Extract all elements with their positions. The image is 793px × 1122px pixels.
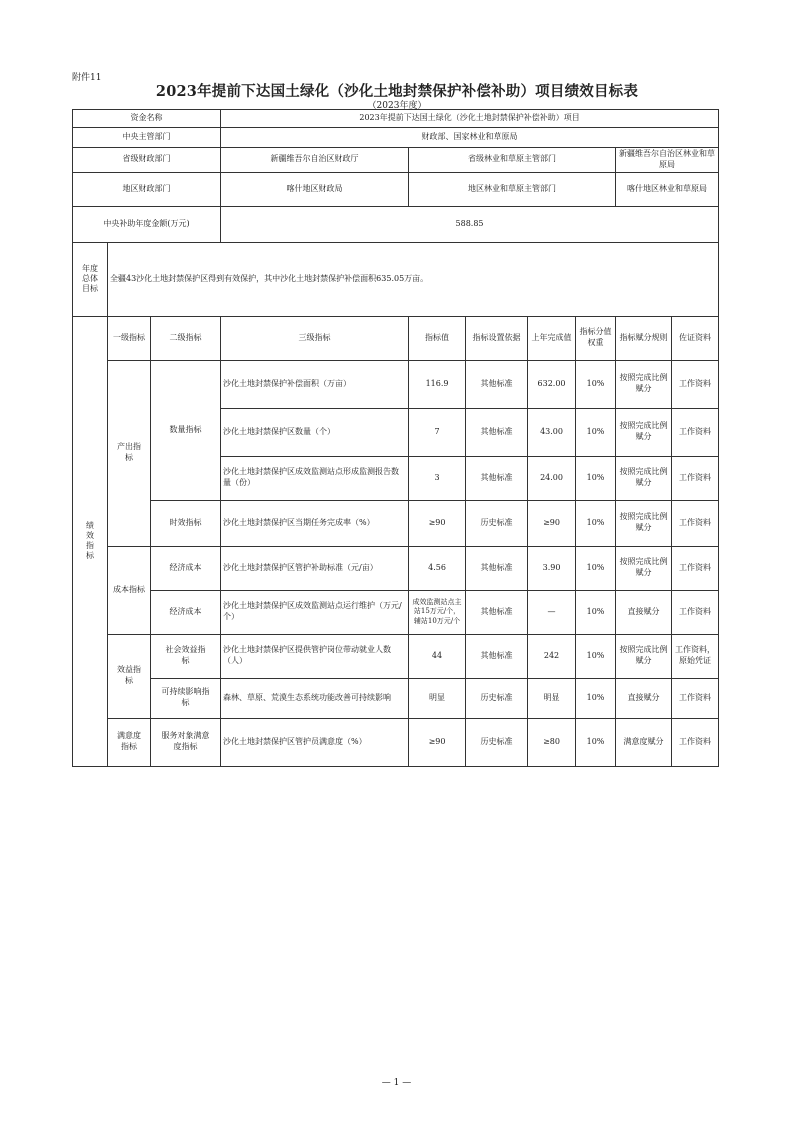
row-rule: 满意度赋分	[616, 718, 672, 766]
provincial-forestry-label: 省级林业和草原主管部门	[409, 148, 616, 173]
row-value: 明显	[409, 678, 466, 718]
table-row	[73, 500, 719, 546]
row-basis: 其他标准	[466, 546, 528, 590]
table-row	[73, 546, 719, 590]
row-last: 43.00	[528, 408, 576, 456]
table-row	[73, 590, 719, 634]
row-evidence: 工作资料	[672, 678, 719, 718]
row-name: 沙化土地封禁保护区成效监测站点形成监测报告数量（份）	[221, 456, 409, 500]
row-rule: 按照完成比例赋分	[616, 546, 672, 590]
row-weight: 10%	[576, 456, 616, 500]
row-evidence: 工作资料	[672, 590, 719, 634]
header-rule: 指标赋分规则	[616, 316, 672, 360]
regional-forestry-value: 喀什地区林业和草原局	[616, 172, 719, 206]
provincial-row	[73, 148, 719, 173]
header-row	[73, 316, 719, 360]
row-last: 24.00	[528, 456, 576, 500]
table-row	[73, 718, 719, 766]
row-name: 森林、草原、荒漠生态系统功能改善可持续影响	[221, 678, 409, 718]
row-name: 沙化土地封禁保护区成效监测站点运行维护（万元/个）	[221, 590, 409, 634]
fund-label: 资金名称	[73, 110, 221, 128]
row-basis: 其他标准	[466, 456, 528, 500]
regional-finance-value: 喀什地区财政局	[221, 172, 409, 206]
row-value: 3	[409, 456, 466, 500]
level1-cost: 成本指标	[108, 546, 151, 634]
annual-goal-row	[73, 242, 719, 316]
fund-row	[73, 110, 719, 128]
amount-label: 中央补助年度金额(万元)	[73, 206, 221, 242]
row-rule: 按照完成比例赋分	[616, 408, 672, 456]
header-basis: 指标设置依据	[466, 316, 528, 360]
header-level2: 二级指标	[151, 316, 221, 360]
level2-time: 时效指标	[151, 500, 221, 546]
amount-value: 588.85	[221, 206, 719, 242]
level2-quantity: 数量指标	[151, 360, 221, 500]
row-weight: 10%	[576, 634, 616, 678]
row-name: 沙化土地封禁保护区当期任务完成率（%）	[221, 500, 409, 546]
table-row	[73, 678, 719, 718]
row-last: ≥90	[528, 500, 576, 546]
row-evidence: 工作资料	[672, 500, 719, 546]
row-last: 明显	[528, 678, 576, 718]
row-weight: 10%	[576, 590, 616, 634]
amount-row	[73, 206, 719, 242]
row-weight: 10%	[576, 546, 616, 590]
row-rule: 按照完成比例赋分	[616, 360, 672, 408]
page-number: — 1 —	[381, 1078, 412, 1088]
row-value: 116.9	[409, 360, 466, 408]
row-name: 沙化土地封禁保护区管护员满意度（%）	[221, 718, 409, 766]
row-evidence: 工作资料	[672, 546, 719, 590]
header-level1: 一级指标	[108, 316, 151, 360]
header-weight: 指标分值权重	[576, 316, 616, 360]
level2-service: 服务对象满意度指标	[151, 718, 221, 766]
row-weight: 10%	[576, 408, 616, 456]
row-value: ≥90	[409, 718, 466, 766]
performance-label: 绩效指标	[73, 316, 108, 766]
row-name: 沙化土地封禁保护区数量（个）	[221, 408, 409, 456]
level2-econ-cost: 经济成本	[151, 546, 221, 590]
row-rule: 直接赋分	[616, 590, 672, 634]
header-value: 指标值	[409, 316, 466, 360]
header-level3: 三级指标	[221, 316, 409, 360]
document-title: 2023年提前下达国土绿化（沙化土地封禁保护补偿补助）项目绩效目标表	[155, 83, 639, 100]
row-evidence: 工作资料	[672, 408, 719, 456]
regional-forestry-label: 地区林业和草原主管部门	[409, 172, 616, 206]
row-last: 242	[528, 634, 576, 678]
level1-satisfaction: 满意度指标	[108, 718, 151, 766]
year-label: （2023年度）	[367, 101, 427, 111]
row-evidence: 工作资料	[672, 360, 719, 408]
provincial-forestry-value: 新疆维吾尔自治区林业和草原局	[616, 148, 719, 173]
row-last: —	[528, 590, 576, 634]
provincial-finance-label: 省级财政部门	[73, 148, 221, 173]
annual-goal-label: 年度总体目标	[73, 242, 108, 316]
row-evidence: 工作资料	[672, 456, 719, 500]
row-last: ≥80	[528, 718, 576, 766]
row-rule: 直接赋分	[616, 678, 672, 718]
table-row	[73, 634, 719, 678]
row-last: 3.90	[528, 546, 576, 590]
row-evidence: 工作资料	[672, 718, 719, 766]
row-basis: 其他标准	[466, 360, 528, 408]
attachment-label: 附件11	[72, 73, 102, 83]
row-weight: 10%	[576, 500, 616, 546]
central-dept-value: 财政部、国家林业和草原局	[221, 128, 719, 148]
fund-value: 2023年提前下达国土绿化（沙化土地封禁保护补偿补助）项目	[221, 110, 719, 128]
level1-output: 产出指标	[108, 360, 151, 546]
row-last: 632.00	[528, 360, 576, 408]
row-basis: 历史标准	[466, 678, 528, 718]
row-evidence: 工作资料，原始凭证	[672, 634, 719, 678]
row-rule: 按照完成比例赋分	[616, 456, 672, 500]
level2-sustain: 可持续影响指标	[151, 678, 221, 718]
table-row	[73, 360, 719, 408]
central-dept-label: 中央主管部门	[73, 128, 221, 148]
performance-target-table	[72, 109, 719, 767]
level2-econ-cost: 经济成本	[151, 590, 221, 634]
row-basis: 历史标准	[466, 718, 528, 766]
regional-row	[73, 172, 719, 206]
row-basis: 其他标准	[466, 590, 528, 634]
row-rule: 按照完成比例赋分	[616, 500, 672, 546]
row-name: 沙化土地封禁保护补偿面积（万亩）	[221, 360, 409, 408]
row-value: 44	[409, 634, 466, 678]
row-name: 沙化土地封禁保护区管护补助标准（元/亩）	[221, 546, 409, 590]
provincial-finance-value: 新疆维吾尔自治区财政厅	[221, 148, 409, 173]
row-rule: 按照完成比例赋分	[616, 634, 672, 678]
row-name: 沙化土地封禁保护区提供管护岗位带动就业人数（人）	[221, 634, 409, 678]
annual-goal-value: 全疆43沙化土地封禁保护区得到有效保护，其中沙化土地封禁保护补偿面积635.05万亩。	[108, 242, 719, 316]
row-value: 7	[409, 408, 466, 456]
row-weight: 10%	[576, 360, 616, 408]
level2-social: 社会效益指标	[151, 634, 221, 678]
row-value: ≥90	[409, 500, 466, 546]
row-basis: 其他标准	[466, 634, 528, 678]
central-dept-row	[73, 128, 719, 148]
row-basis: 其他标准	[466, 408, 528, 456]
header-last: 上年完成值	[528, 316, 576, 360]
row-weight: 10%	[576, 678, 616, 718]
level1-benefit: 效益指标	[108, 634, 151, 718]
row-basis: 历史标准	[466, 500, 528, 546]
row-value: 4.56	[409, 546, 466, 590]
header-evidence: 佐证资料	[672, 316, 719, 360]
row-weight: 10%	[576, 718, 616, 766]
regional-finance-label: 地区财政部门	[73, 172, 221, 206]
row-value: 成效监测站点主站15万元/个，辅站10万元/个	[409, 590, 466, 634]
